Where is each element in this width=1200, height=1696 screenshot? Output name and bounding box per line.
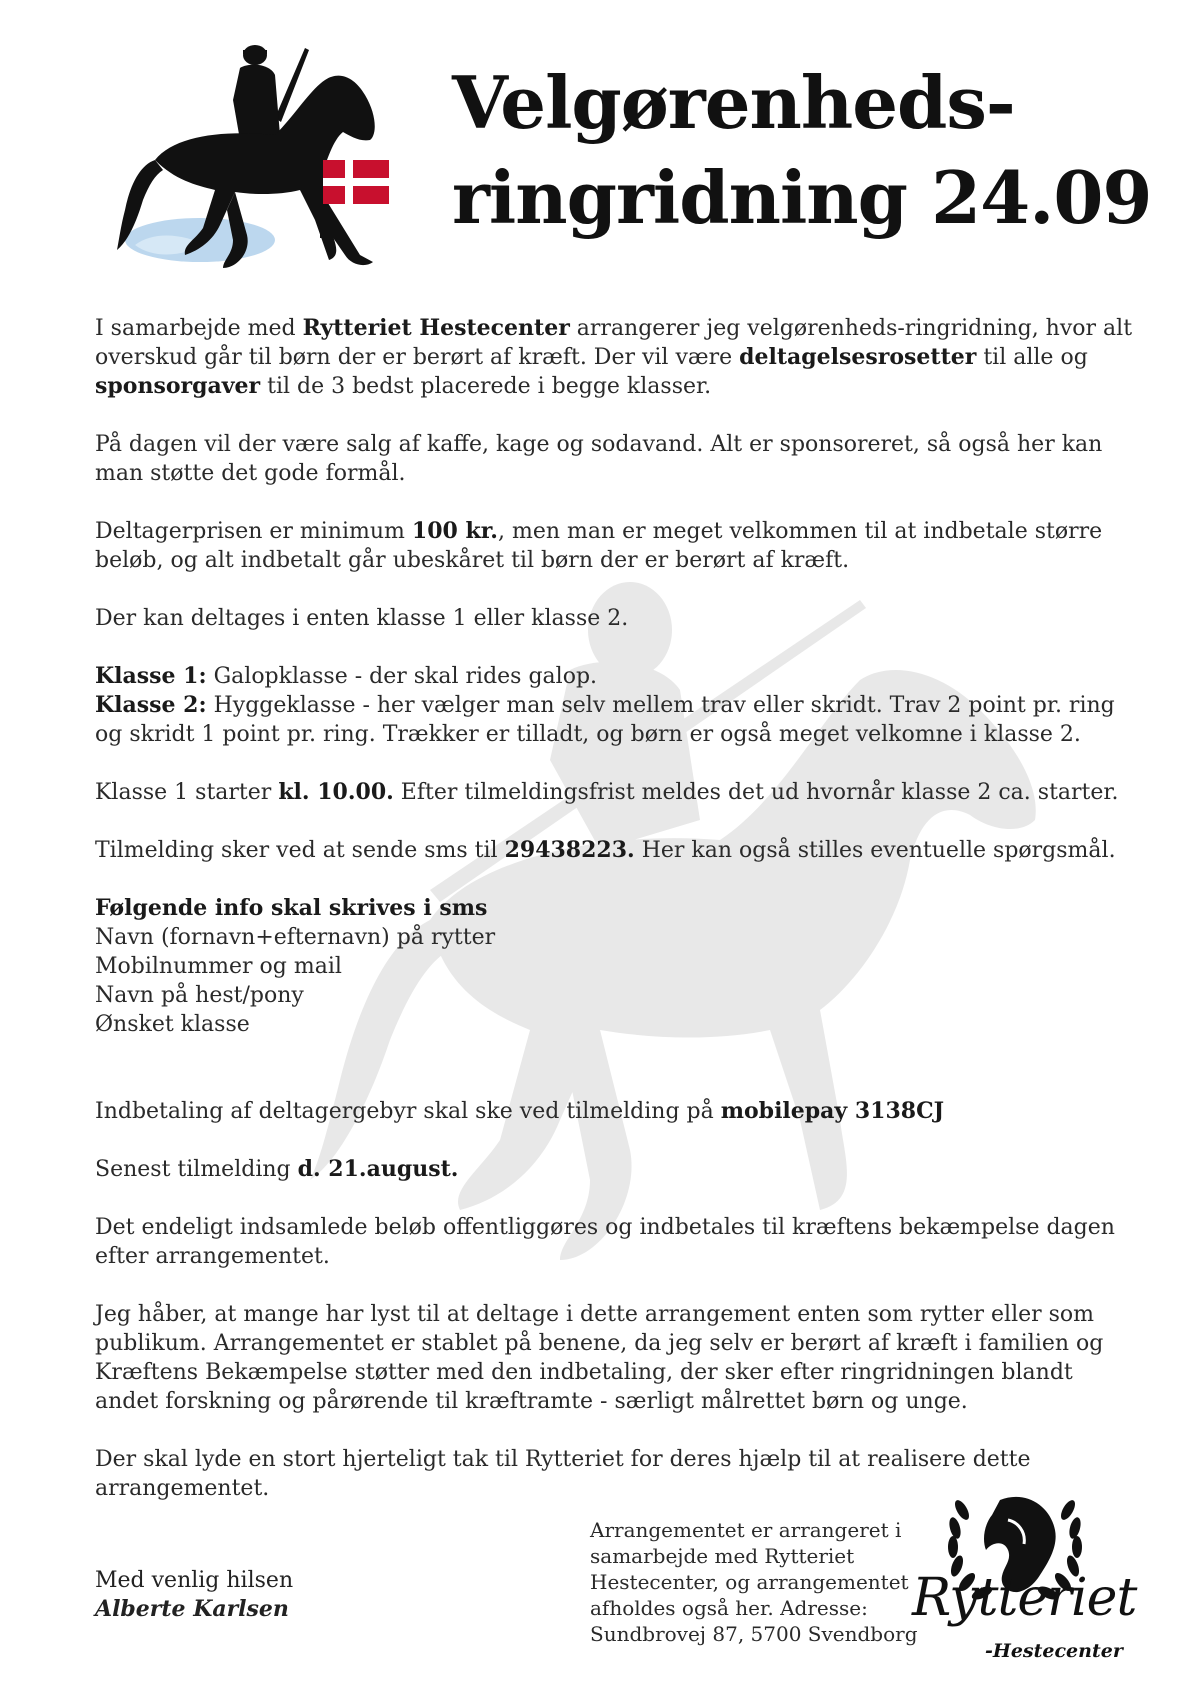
sms-info-list bbox=[95, 894, 1135, 1039]
classes-intro-paragraph: Der kan deltages i enten klasse 1 eller klasse 2. bbox=[95, 606, 629, 631]
signup-paragraph: Tilmelding sker ved at sende sms til 29438223. Her kan også stilles eventuelle spørgsmål. bbox=[95, 837, 1116, 863]
mobilepay-value: mobilepay 3138CJ bbox=[720, 1098, 945, 1124]
list-item: Mobilnummer og mail bbox=[95, 954, 342, 979]
hope-paragraph: Jeg håber, at mange har lyst til at deltage i dette arrangement enten som rytter eller som publikum. Arrangementet er stablet på benene, da jeg selv er berørt af kræft i familien og Kræftens Bekæmpelse støtter med den indbetaling, der sker efter ringridningen blandt andet forskning og pårørende til kræftramte - særligt målrettet børn og unge. bbox=[95, 1302, 1104, 1414]
price-value: 100 kr. bbox=[411, 518, 498, 544]
title-line-1: Velgørenheds- bbox=[452, 60, 1015, 145]
class-2-line: Klasse 2: Hyggeklasse - her vælger man selv mellem trav eller skridt. Trav 2 point pr. ring og skridt 1 point pr. ring. Trækker er tilladt, og børn er også meget velkomne i klasse 2. bbox=[95, 692, 1115, 747]
intro-paragraph: I samarbejde med Rytteriet Hestecenter arrangerer jeg velgørenheds-ringridning, hvor alt overskud går til børn der er berørt af kræft. Der vil være deltagelsesrosetter til alle og sponsorgaver til de 3 bedst placerede i begge klasser. bbox=[95, 315, 1133, 399]
thanks-paragraph: Der skal lyde en stort hjerteligt tak til Rytteriet for deres hjælp til at realisere dette arrangementet. bbox=[95, 1447, 1031, 1501]
start-time-value: kl. 10.00. bbox=[278, 779, 394, 805]
list-item: Navn på hest/pony bbox=[95, 983, 304, 1008]
brand-name: Rytteriet bbox=[912, 1568, 1137, 1628]
rytteriet-hestecenter-text: Rytteriet Hestecenter bbox=[302, 315, 570, 341]
signature-name: Alberte Karlsen bbox=[95, 1596, 289, 1622]
title-line-2: ringridning 24.09 bbox=[452, 155, 1152, 240]
final-amount-paragraph: Det endeligt indsamlede beløb offentliggøres og indbetales til kræftens bekæmpelse dagen efter arrangementet. bbox=[95, 1215, 1115, 1269]
rider-on-horse-with-danish-flag-icon bbox=[115, 40, 425, 300]
class-1-line: Klasse 1: Galopklasse - der skal rides galop. bbox=[95, 663, 598, 689]
deadline-value: d. 21.august. bbox=[297, 1156, 459, 1182]
letter-body bbox=[95, 314, 1135, 1532]
greeting: Med venlig hilsen bbox=[95, 1568, 294, 1593]
payment-paragraph: Indbetaling af deltagergebyr skal ske ved tilmelding på mobilepay 3138CJ bbox=[95, 1098, 945, 1124]
deadline-paragraph: Senest tilmelding d. 21.august. bbox=[95, 1156, 459, 1182]
sms-number: 29438223. bbox=[504, 837, 635, 863]
sponsorgaver-text: sponsorgaver bbox=[95, 373, 261, 399]
sms-info-heading: Følgende info skal skrives i sms bbox=[95, 895, 488, 921]
rosetter-text: deltagelsesrosetter bbox=[739, 344, 977, 370]
signoff bbox=[95, 1566, 293, 1624]
page-title bbox=[452, 55, 1152, 245]
start-time-paragraph: Klasse 1 starter kl. 10.00. Efter tilmeldingsfrist meldes det ud hvornår klasse 2 ca. starter. bbox=[95, 779, 1119, 805]
class-1-label: Klasse 1: bbox=[95, 663, 207, 689]
class-2-label: Klasse 2: bbox=[95, 692, 207, 718]
list-item: Navn (fornavn+efternavn) på rytter bbox=[95, 925, 496, 950]
price-paragraph: Deltagerprisen er minimum 100 kr., men man er meget velkommen til at indbetale større beløb, og alt indbetalt går ubeskåret til børn der er berørt af kræft. bbox=[95, 518, 1103, 573]
sales-paragraph: På dagen vil der være salg af kaffe, kage og sodavand. Alt er sponsoreret, så også her kan man støtte det gode formål. bbox=[95, 432, 1103, 486]
list-item: Ønsket klasse bbox=[95, 1012, 250, 1037]
brand-subtitle: -Hestecenter bbox=[985, 1640, 1123, 1662]
venue-note: Arrangementet er arrangeret i samarbejde med Rytteriet Hestecenter, og arrangementet afholdes også her. Adresse: Sundbrovej 87, 5700 Svendborg bbox=[590, 1518, 918, 1646]
